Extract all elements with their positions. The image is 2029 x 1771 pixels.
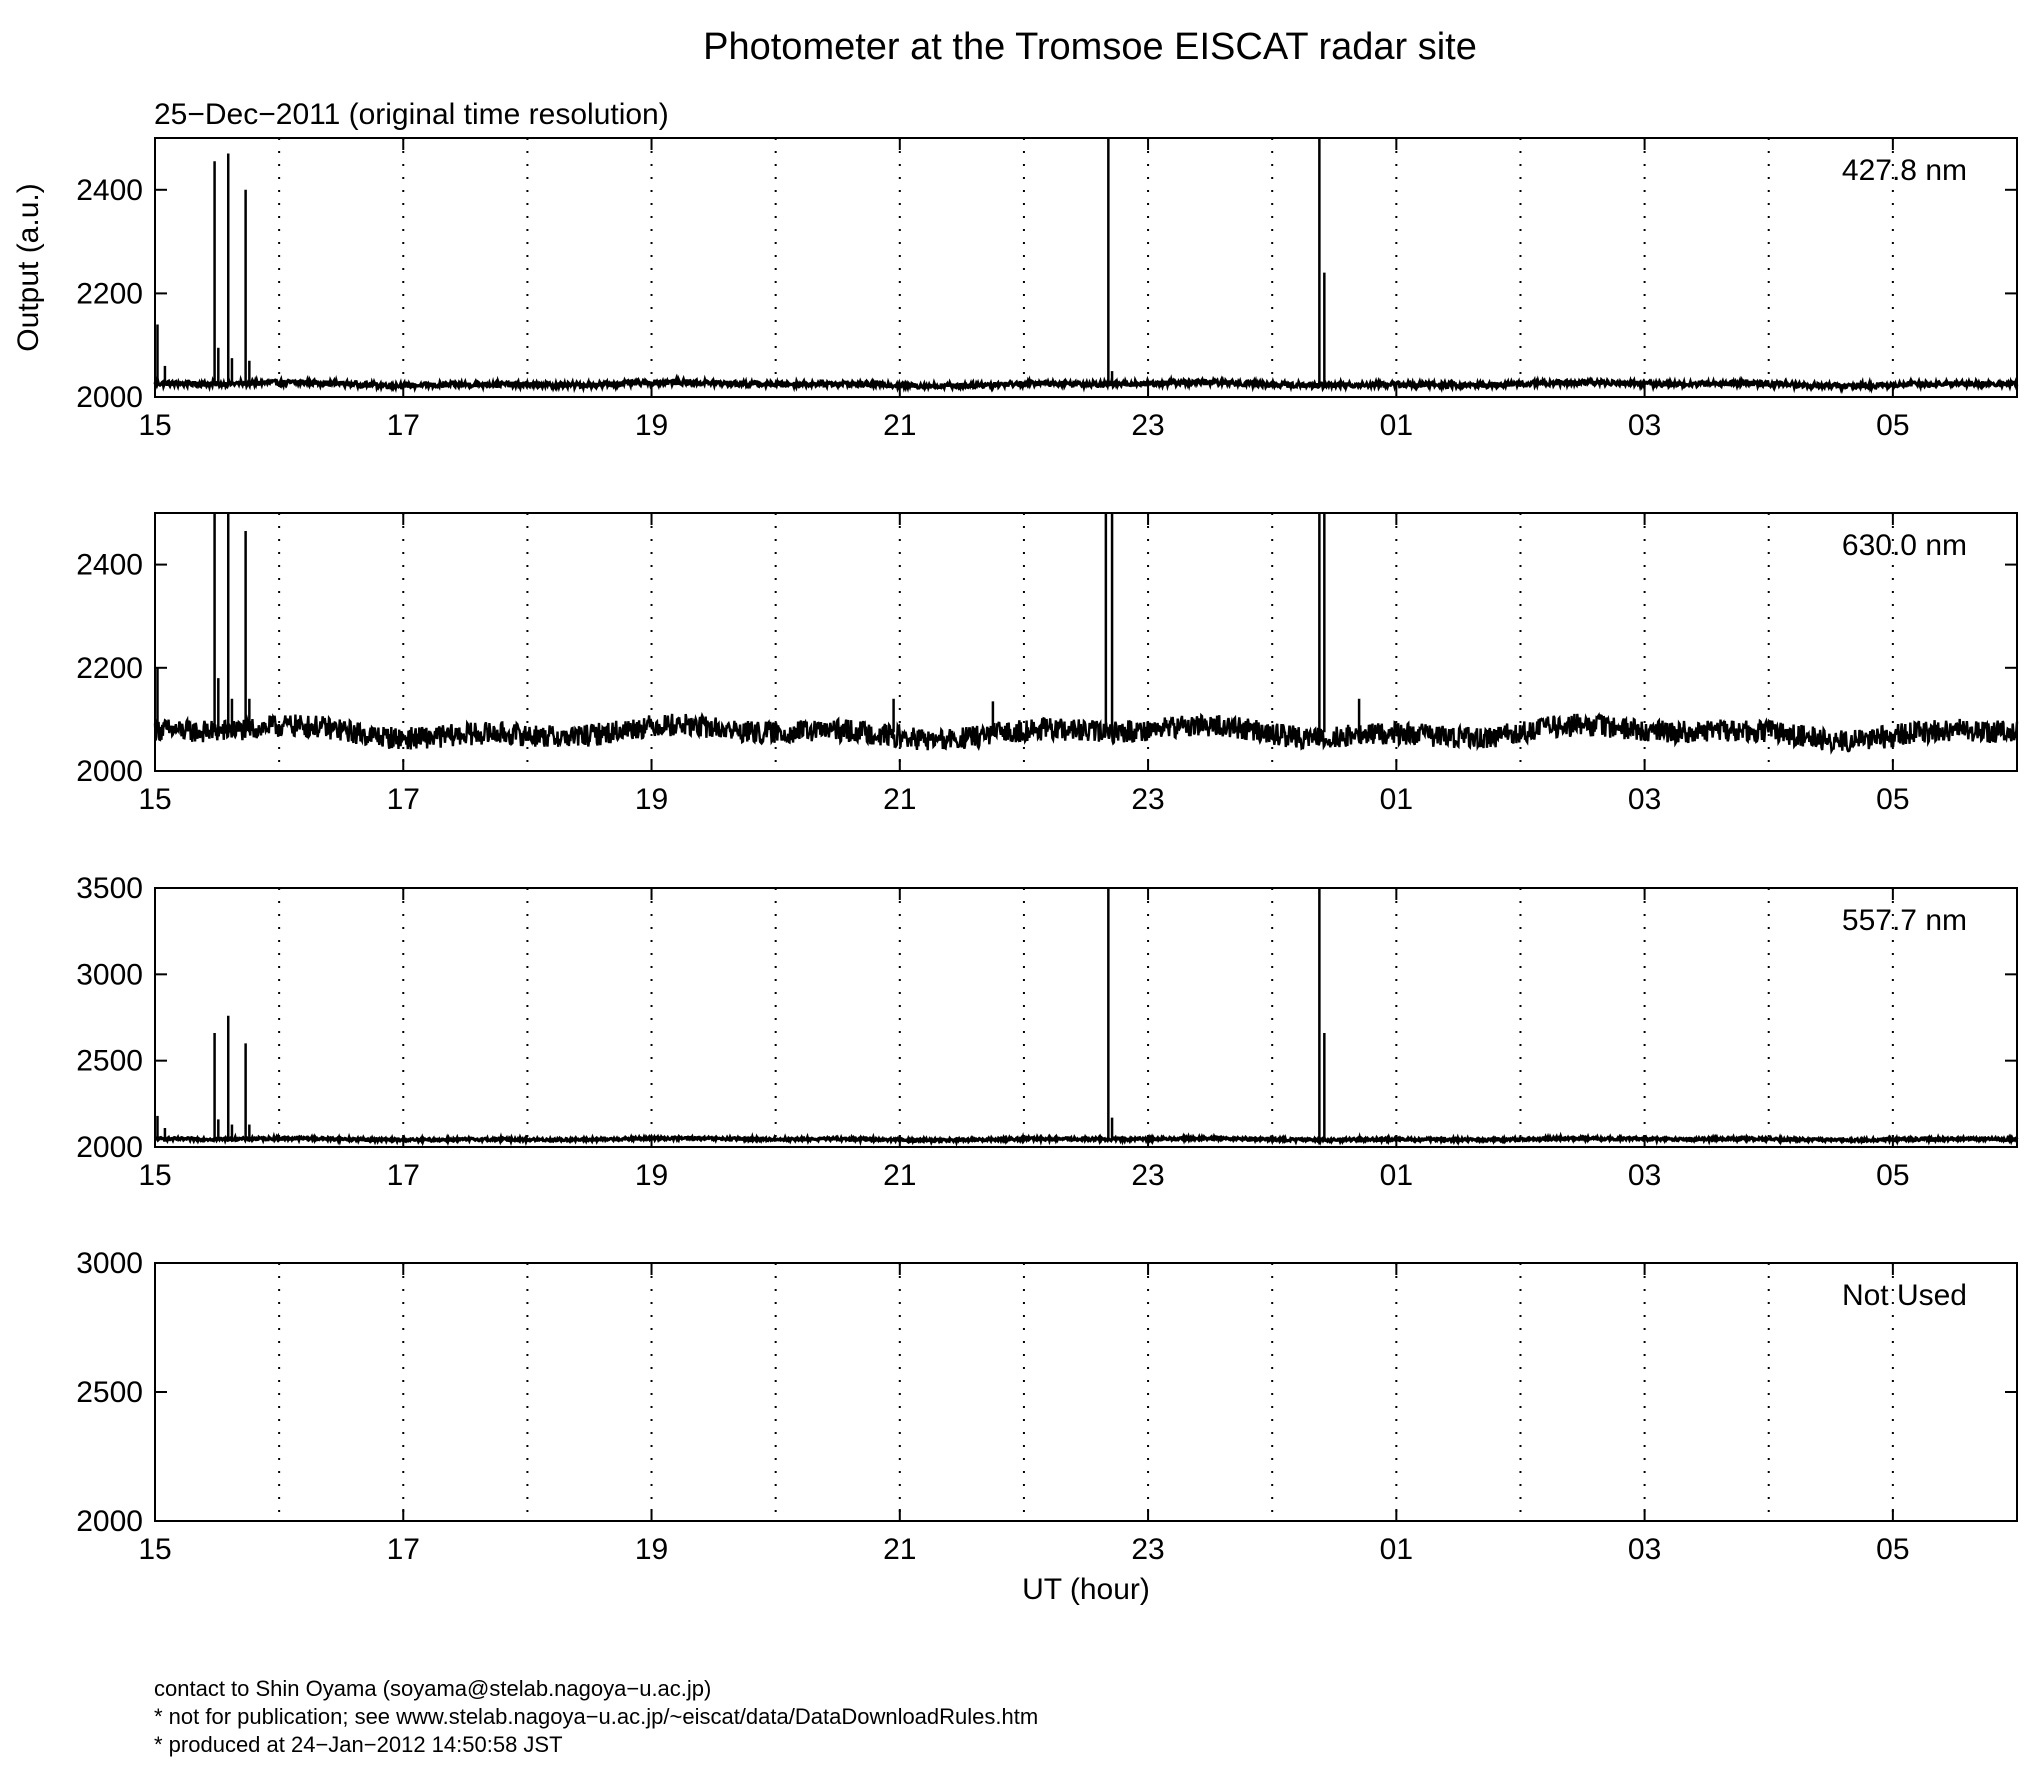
chart-title: Photometer at the Tromsoe EISCAT radar site — [703, 26, 1477, 68]
panel-3 — [76, 872, 2017, 1192]
footer-contact: contact to Shin Oyama (soyama@stelab.nagoya−u.ac.jp) — [154, 1676, 712, 1701]
y-tick-label: 2400 — [76, 548, 143, 582]
x-tick-label: 03 — [1627, 1533, 1662, 1566]
x-tick-label: 01 — [1379, 409, 1414, 442]
footer-notes — [154, 1675, 1038, 1759]
y-axis-label: Output (a.u.) — [12, 183, 45, 352]
x-tick-label: 15 — [138, 783, 172, 816]
axes-box — [155, 1263, 2017, 1521]
y-tick-label: 2500 — [76, 1044, 143, 1078]
panel-label: 427.8 nm — [1841, 154, 1967, 187]
axes-box — [155, 138, 2017, 397]
panel-1 — [12, 138, 2017, 442]
x-tick-label: 19 — [634, 409, 669, 442]
x-tick-label: 03 — [1627, 783, 1662, 816]
panel-label: 630.0 nm — [1841, 529, 1967, 562]
x-tick-label: 15 — [138, 409, 172, 442]
x-tick-label: 01 — [1379, 1533, 1414, 1566]
y-tick-label: 3000 — [76, 1247, 143, 1280]
x-tick-label: 23 — [1131, 409, 1165, 442]
x-tick-label: 21 — [883, 1159, 917, 1192]
x-tick-label: 19 — [634, 1159, 669, 1192]
x-tick-label: 17 — [386, 1533, 420, 1566]
x-tick-label: 05 — [1876, 783, 1910, 816]
y-tick-label: 2000 — [76, 381, 143, 414]
x-tick-label: 05 — [1876, 409, 1910, 442]
y-tick-label: 2200 — [76, 277, 143, 311]
y-tick-label: 2200 — [76, 651, 143, 685]
panel-4 — [76, 1247, 2017, 1606]
data-trace — [155, 1137, 2017, 1142]
y-tick-label: 2000 — [76, 755, 143, 788]
data-trace — [155, 714, 2017, 751]
data-trace — [155, 380, 2017, 389]
y-tick-label: 2400 — [76, 173, 143, 207]
y-tick-label: 3500 — [76, 872, 143, 905]
x-tick-label: 19 — [634, 783, 669, 816]
panel-2 — [76, 513, 2017, 816]
footer-publication-note: * not for publication; see www.stelab.nagoya−u.ac.jp/~eiscat/data/DataDownloadRules.htm — [154, 1704, 1039, 1729]
x-tick-label: 05 — [1876, 1533, 1910, 1566]
x-axis-label: UT (hour) — [1022, 1573, 1150, 1606]
footer-produced-at: * produced at 24−Jan−2012 14:50:58 JST — [154, 1732, 563, 1757]
x-tick-label: 03 — [1627, 1159, 1662, 1192]
x-tick-label: 23 — [1131, 1159, 1165, 1192]
x-tick-label: 19 — [634, 1533, 669, 1566]
x-tick-label: 03 — [1627, 409, 1662, 442]
x-tick-label: 23 — [1131, 1533, 1165, 1566]
y-tick-label: 3000 — [76, 958, 143, 992]
axes-box — [155, 888, 2017, 1147]
chart-subtitle: 25−Dec−2011 (original time resolution) — [154, 98, 669, 131]
x-tick-label: 23 — [1131, 783, 1165, 816]
x-tick-label: 17 — [386, 783, 420, 816]
x-tick-label: 17 — [386, 409, 420, 442]
x-tick-label: 17 — [386, 1159, 420, 1192]
y-tick-label: 2500 — [76, 1376, 143, 1409]
x-tick-label: 21 — [883, 783, 917, 816]
x-tick-label: 01 — [1379, 783, 1414, 816]
x-tick-label: 05 — [1876, 1159, 1910, 1192]
y-tick-label: 2000 — [76, 1505, 143, 1538]
x-tick-label: 01 — [1379, 1159, 1414, 1192]
panel-label: Not Used — [1841, 1279, 1967, 1312]
x-tick-label: 15 — [138, 1159, 172, 1192]
y-tick-label: 2000 — [76, 1131, 143, 1164]
x-tick-label: 21 — [883, 409, 917, 442]
x-tick-label: 21 — [883, 1533, 917, 1566]
panel-label: 557.7 nm — [1841, 904, 1967, 937]
x-tick-label: 15 — [138, 1533, 172, 1566]
